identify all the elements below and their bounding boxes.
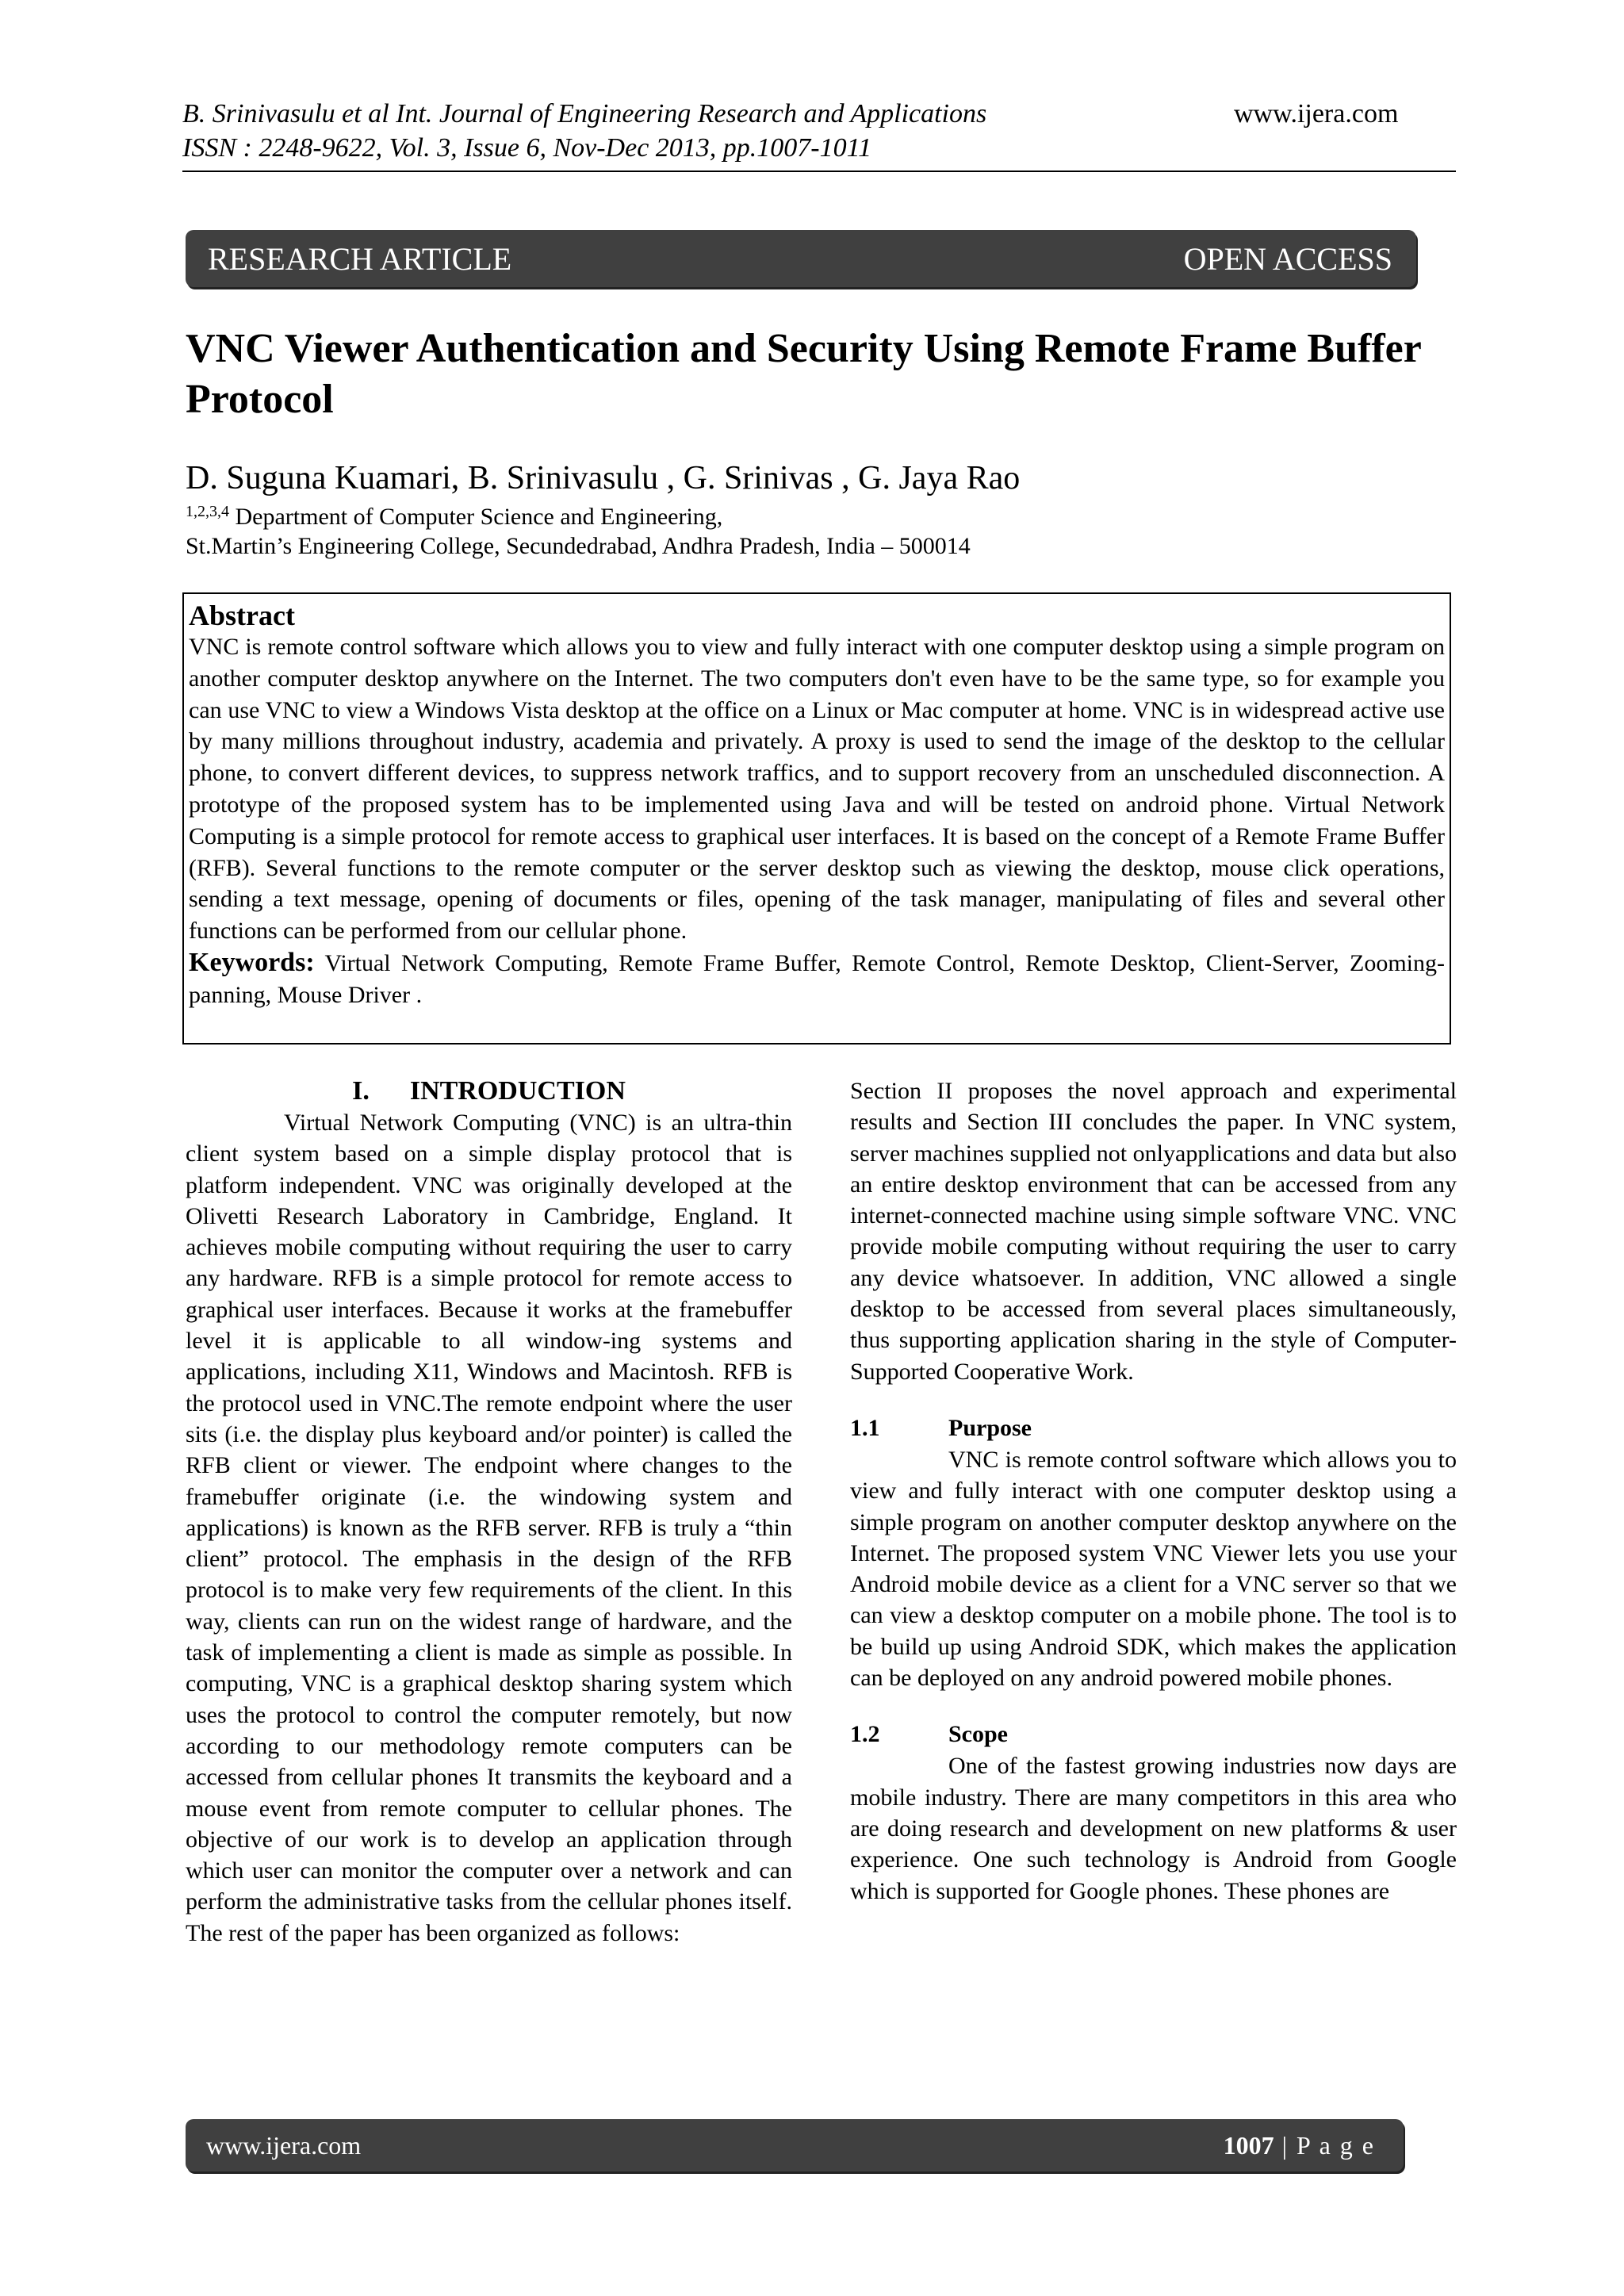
page-number: 1007	[1223, 2131, 1274, 2160]
keywords-text: Virtual Network Computing, Remote Frame Buffer, Remote Control, Remote Desktop, Client-Server, Zooming-panning, Mouse Driver .	[189, 949, 1445, 1008]
affiliation-college: St.Martin’s Engineering College, Secundedrabad, Andhra Pradesh, India – 500014	[186, 533, 971, 559]
paper-title: VNC Viewer Authentication and Security Using Remote Frame Buffer Protocol	[186, 326, 1421, 422]
journal-website[interactable]: www.ijera.com	[1234, 99, 1399, 128]
article-type-banner	[186, 230, 1416, 287]
header-divider	[182, 171, 1456, 172]
page-footer	[186, 2119, 1404, 2171]
affiliation-superscript: 1,2,3,4	[186, 503, 229, 520]
abstract-heading: Abstract	[189, 600, 295, 631]
department-text: Department of Computer Science and Engineering,	[229, 504, 723, 530]
scope-number: 1.2	[850, 1721, 880, 1748]
affiliation-department	[186, 496, 722, 532]
purpose-title: Purpose	[948, 1414, 1032, 1441]
introduction-continued: Section II proposes the novel approach and experimental results and Section III concludes the paper. In VNC system, server machines supplied not onlyapplications and data but also an entire desktop environment that can be accessed from any internet-connected machine using simple software VNC. VNC provide mobile computing without requiring the user to carry any device whatsoever. In addition, VNC allowed a single desktop to be accessed from several places simultaneously, thus supporting application sharing in the style of Computer-Supported Cooperative Work.	[850, 1078, 1457, 1385]
page-label: | P a g e	[1274, 2131, 1375, 2160]
scope-heading	[850, 1719, 1457, 1750]
scope-title: Scope	[948, 1721, 1008, 1748]
page-indicator	[1224, 2130, 1375, 2160]
open-access-label: OPEN ACCESS	[1183, 241, 1392, 277]
research-article-label: RESEARCH ARTICLE	[208, 241, 512, 277]
keywords-label: Keywords:	[189, 947, 315, 977]
left-column	[186, 1075, 792, 1949]
scope-paragraph: One of the fastest growing industries now days are mobile industry. There are many competitors in this area who are doing research and development on new platforms & user experience. One such technology is Android from Google which is supported for Google phones. These phones are	[850, 1753, 1457, 1904]
introduction-heading: I. INTRODUCTION	[352, 1076, 626, 1106]
footer-website[interactable]: www.ijera.com	[206, 2131, 362, 2160]
purpose-number: 1.1	[850, 1414, 880, 1441]
right-column	[850, 1075, 1457, 1907]
purpose-heading	[850, 1412, 1457, 1444]
keywords-line	[189, 947, 1445, 1011]
abstract-text: VNC is remote control software which allows you to view and fully interact with one computer desktop using a simple program on another computer desktop anywhere on the Internet. The two computers don't even have to be the same type, so for example you can use VNC to view a Windows Vista desktop at the office on a Linux or Mac computer at home. VNC is in widespread active use by many millions throughout industry, academia and privately. A proxy is used to send the image of the desktop to the cellular phone, to convert different devices, to suppress network traffics, and to support recovery from an unscheduled disconnection. A prototype of the proposed system has to be implemented using Java and will be tested on android phone. Virtual Network Computing is a simple protocol for remote access to graphical user interfaces. It is based on the concept of a Remote Frame Buffer (RFB). Several functions to the remote computer or the server desktop such as viewing the desktop, mouse click operations, sending a text message, opening of documents or files, opening of the task manager, manipulating of files and several other functions can be performed from our cellular phone.	[189, 634, 1445, 945]
introduction-paragraph: Virtual Network Computing (VNC) is an ultra-thin client system based on a simple display protocol that is platform independent. VNC was originally developed at the Olivetti Research Laboratory in Cambridge, England. It achieves mobile computing without requiring the user to carry any hardware. RFB is a simple protocol for remote access to graphical user interfaces. Because it works at the framebuffer level it is applicable to all window-ing systems and applications, including X11, Windows and Macintosh. RFB is the protocol used in VNC.The remote endpoint where the user sits (i.e. the display plus keyboard and/or pointer) is called the RFB client or viewer. The endpoint where changes to the framebuffer originate (i.e. the windowing system and applications) is known as the RFB server. RFB is truly a “thin client” protocol. The emphasis in the design of the RFB protocol is to make very few requirements of the client. In this way, clients can run on the widest range of hardware, and the task of implementing a client is made as simple as possible. In computing, VNC is a graphical desktop sharing system which uses the protocol to control the computer remotely, but now according to our methodology remote computers can be accessed from cellular phones It transmits the keyboard and a mouse event from remote computer to cellular phones. The objective of our work is to develop an application through which user can monitor the computer over a network and can perform the administrative tasks from the cellular phones itself. The rest of the paper has been organized as follows:	[186, 1110, 792, 1946]
author-list: D. Suguna Kuamari, B. Srinivasulu , G. Srinivas , G. Jaya Rao	[186, 460, 1021, 496]
issn-line: ISSN : 2248-9622, Vol. 3, Issue 6, Nov-Dec 2013, pp.1007-1011	[182, 133, 872, 163]
abstract-box	[182, 592, 1451, 1045]
journal-citation: B. Srinivasulu et al Int. Journal of Engineering Research and Applications	[182, 99, 987, 128]
purpose-paragraph: VNC is remote control software which allows you to view and fully interact with one computer desktop using a simple program on another computer desktop anywhere on the Internet. The proposed system VNC Viewer lets you use your Android mobile device as a client for a VNC server so that we can view a desktop computer on a mobile phone. The tool is to be build up using Android SDK, which makes the application can be deployed on any android powered mobile phones.	[850, 1446, 1457, 1692]
